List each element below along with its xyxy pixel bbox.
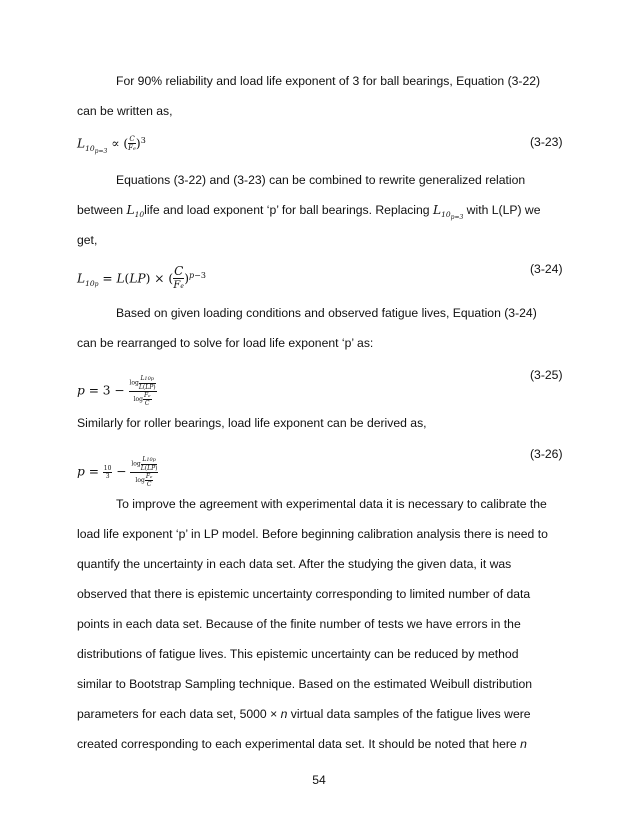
- p5-line8-part-c: virtual data samples of the fatigue lives were: [287, 707, 531, 721]
- p2-line2: between $L_{10}life$ and load exponent ‘p’ for ball bearings. Replacing $L_{10_{p=3}}$ with L(LP) we: [77, 203, 541, 221]
- p3-line2: can be rearranged to solve for load life exponent ‘p’ as:: [77, 336, 374, 350]
- p5-line2: load life exponent ‘p’ in LP model. Before beginning calibration analysis there is need to: [77, 527, 548, 541]
- equation-3-25: p = 3 − log $\frac{L10p}{L(LP)}$ log $\frac{Fe}{C}$: [77, 375, 156, 407]
- p5-line7: similar to Bootstrap Sampling technique. Based on the estimated Weibull distribution: [77, 677, 533, 691]
- p1-line2: can be written as,: [77, 104, 173, 118]
- p1-line1: For 90% reliability and load life exponent of 3 for ball bearings, Equation (3-22): [116, 74, 541, 88]
- p5-line6: distributions of fatigue lives. This epistemic uncertainty can be reduced by method: [77, 647, 519, 661]
- p2-line3: get,: [77, 233, 98, 247]
- equation-number-3-25: (3-25): [530, 368, 563, 382]
- p2-line2-part-a: between: [77, 203, 127, 217]
- equation-3-24: $L_{10p} = L(LP)$ × ( $\frac{C}{Fe}$ )$^{p-3}$: [77, 264, 206, 291]
- equation-number-3-23: (3-23): [530, 135, 563, 149]
- p2-line1: Equations (3-22) and (3-23) can be combined to rewrite generalized relation: [116, 173, 526, 187]
- p5-line9: [77, 737, 527, 751]
- equation-number-3-26: (3-26): [530, 447, 563, 461]
- p5-line5: points in each data set. Because of the finite number of tests we have errors in the: [77, 617, 521, 631]
- p5-line1: To improve the agreement with experimental data it is necessary to calibrate the: [116, 497, 547, 511]
- p5-line3: quantify the uncertainty in each data set. After the studying the given data, it was: [77, 557, 512, 571]
- p5-line9-part-a: created corresponding to each experimental data set. It should be noted that here: [77, 737, 521, 751]
- p5-line4: observed that there is epistemic uncertainty corresponding to limited number of data: [77, 587, 531, 601]
- p4-line1: Similarly for roller bearings, load life exponent can be derived as,: [77, 416, 427, 430]
- p2-line2-part-c: with L(LP) we: [463, 203, 541, 217]
- p5-line8-n: n: [280, 707, 288, 721]
- p3-line1: Based on given loading conditions and observed fatigue lives, Equation (3-24): [116, 306, 537, 320]
- equation-3-23: $L_{10_{p=3}}$ ∝ ( $\frac{C}{Fe}$ )$^3$: [77, 135, 146, 155]
- p5-line9-n: n: [520, 737, 527, 751]
- p5-line8-part-a: parameters for each data set, 5000 ×: [77, 707, 281, 721]
- equation-number-3-24: (3-24): [530, 262, 563, 276]
- equation-3-26: p = $\frac{10}{3}$ − log $\frac{L10p}{L(LP)}$ log $\frac{Fe}{C}$: [77, 456, 158, 488]
- page-number: 54: [312, 773, 326, 787]
- p5-line8: [77, 707, 531, 721]
- p2-line2-part-b: life and load exponent ‘p’ for ball bearings. Replacing: [144, 203, 433, 217]
